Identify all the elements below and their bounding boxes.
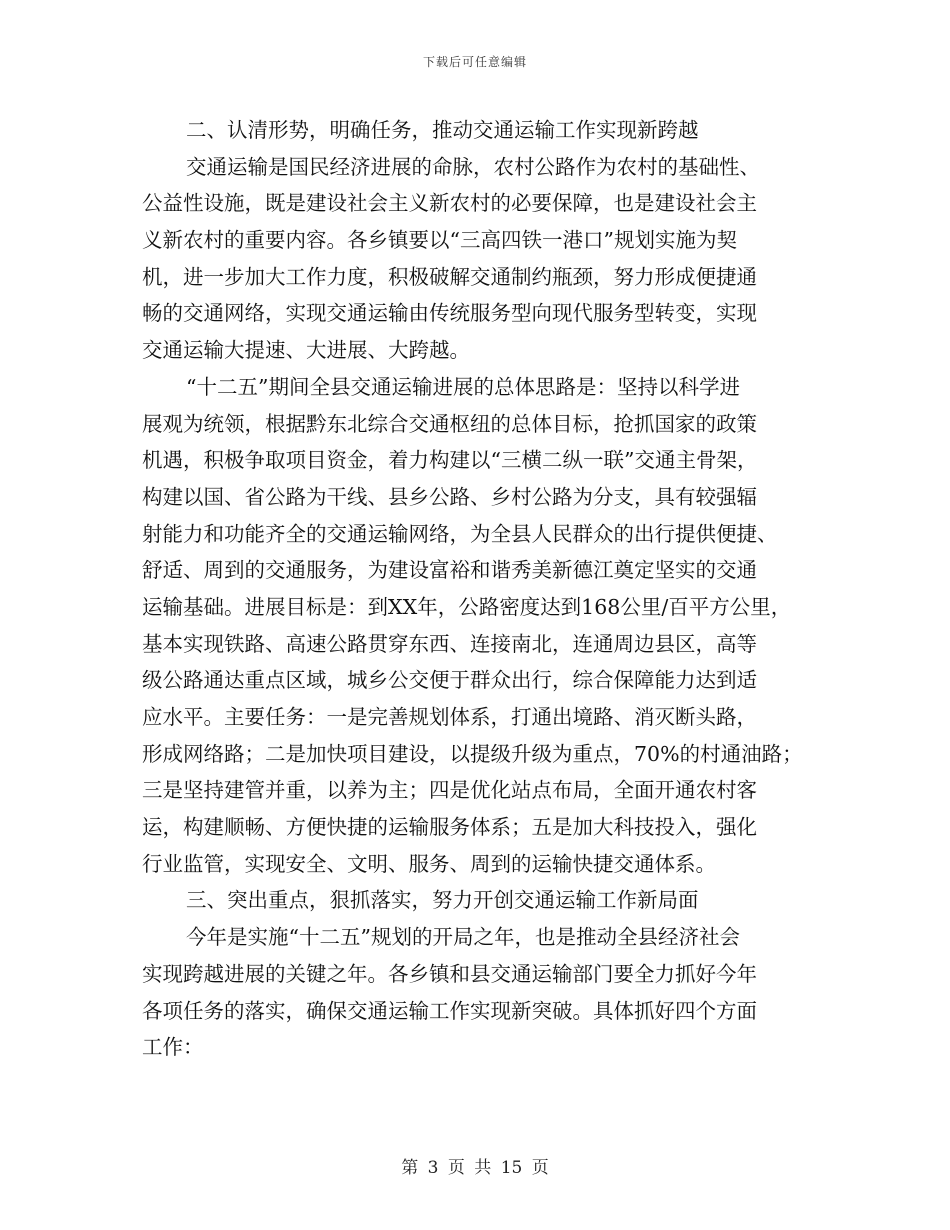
paragraph-line: 应水平。主要任务：一是完善规划体系，打通出境路、消灭断头路， <box>142 705 757 729</box>
paragraph-line: 舒适、周到的交通服务，为建设富裕和谐秀美新德江奠定坚实的交通 <box>142 558 757 583</box>
paragraph-line: 机遇，积极争取项目资金，着力构建以“三横二纵一联”交通主骨架， <box>142 448 758 473</box>
paragraph-line: 形成网络路；二是加快项目建设，以提级升级为重点，70%的村通油路； <box>142 741 803 766</box>
paragraph-line: 运，构建顺畅、方便快捷的运输服务体系；五是加大科技投入，强化 <box>142 815 757 840</box>
paragraph-line: 基本实现铁路、高速公路贯穿东西、连接南北，连通周边县区，高等 <box>142 631 757 656</box>
paragraph-line: 畅的交通网络，实现交通运输由传统服务型向现代服务型转变，实现 <box>142 301 757 326</box>
paragraph-line: 级公路通达重点区域，城乡公交便于群众出行，综合保障能力达到适 <box>142 668 757 693</box>
paragraph-line: 今年是实施“十二五”规划的开局之年，也是推动全县经济社会 <box>186 925 740 950</box>
paragraph-line: 机，进一步加大工作力度，积极破解交通制约瓶颈，努力形成便捷通 <box>142 264 757 289</box>
paragraph-line: 射能力和功能齐全的交通运输网络，为全县人民群众的出行提供便捷、 <box>142 521 778 546</box>
paragraph-line: 义新农村的重要内容。各乡镇要以“三高四铁一港口”规划实施为契 <box>142 228 737 253</box>
paragraph-line: 交通运输是国民经济进展的命脉，农村公路作为农村的基础性、 <box>186 154 760 179</box>
paragraph-line: 三是坚持建管并重，以养为主；四是优化站点布局，全面开通农村客 <box>142 778 757 803</box>
section-heading-2: 二、认清形势，明确任务，推动交通运输工作实现新跨越 <box>186 118 699 142</box>
paragraph-line: 行业监管，实现安全、文明、服务、周到的运输快捷交通体系。 <box>142 851 716 876</box>
paragraph-line: 构建以国、省公路为干线、县乡公路、乡村公路为分支，具有较强辐 <box>142 484 757 509</box>
paragraph-line: “十二五”期间全县交通运输进展的总体思路是：坚持以科学进 <box>186 374 740 399</box>
header-note: 下载后可任意编辑 <box>422 55 527 69</box>
paragraph-line: 各项任务的落实，确保交通运输工作实现新突破。具体抓好四个方面 <box>142 998 757 1023</box>
paragraph-line: 交通运输大提速、大进展、大跨越。 <box>142 338 470 363</box>
document-body <box>142 112 807 1066</box>
page-number: 第 3 页 共 15 页 <box>401 1158 549 1178</box>
paragraph-line: 运输基础。进展目标是：到XX年，公路密度达到168公里/百平方公里， <box>142 594 792 619</box>
paragraph-line: 公益性设施，既是建设社会主义新农村的必要保障，也是建设社会主 <box>142 191 757 216</box>
section-heading-3: 三、突出重点，狠抓落实，努力开创交通运输工作新局面 <box>186 888 699 913</box>
paragraph-line: 实现跨越进展的关键之年。各乡镇和县交通运输部门要全力抓好今年 <box>142 961 757 986</box>
paragraph-line: 工作： <box>142 1035 204 1060</box>
paragraph-line: 展观为统领，根据黔东北综合交通枢纽的总体目标，抢抓国家的政策 <box>142 411 757 436</box>
